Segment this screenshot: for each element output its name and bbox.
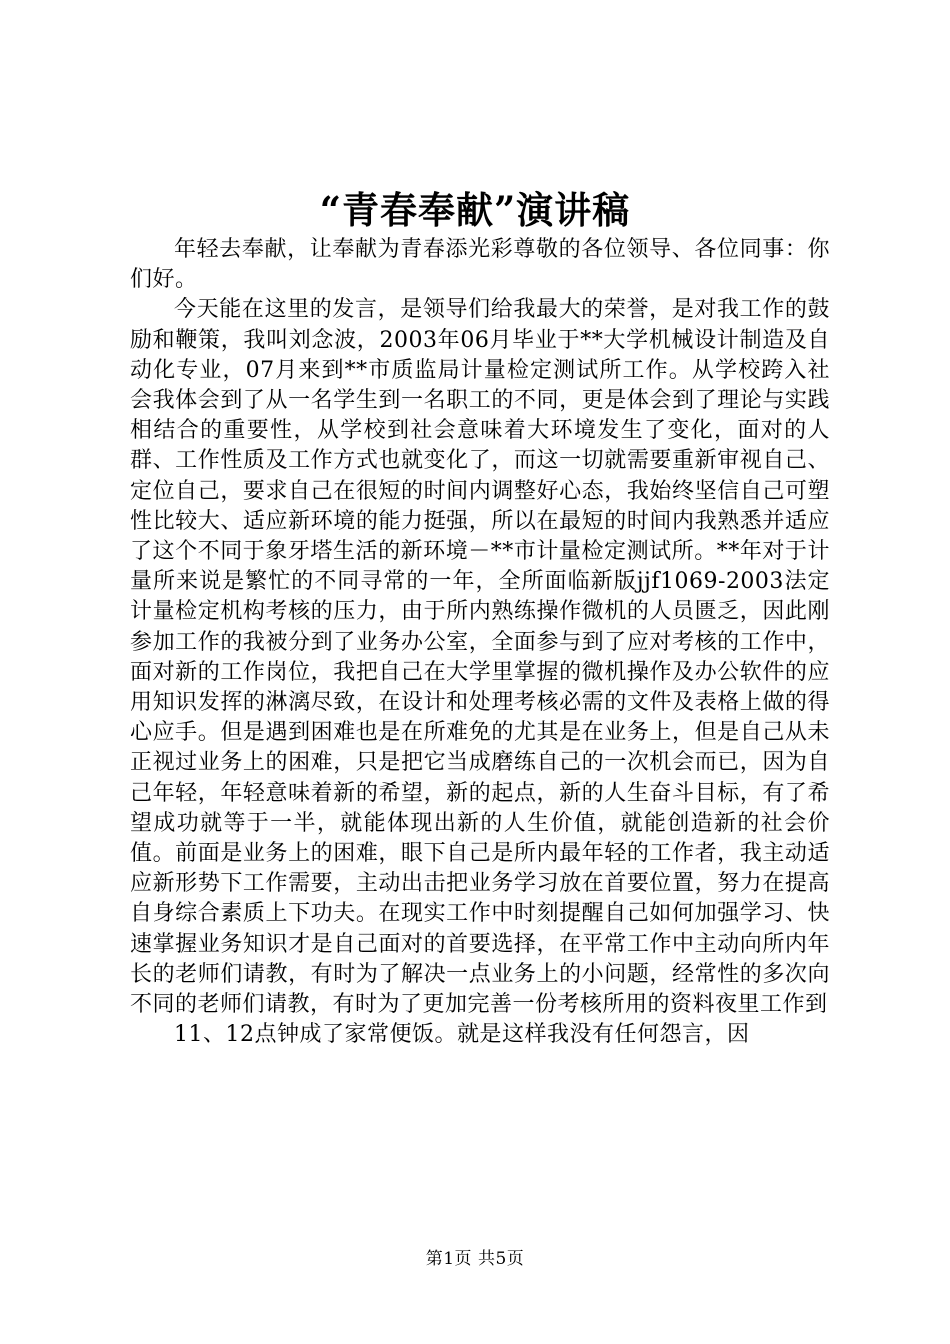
paragraph: 今天能在这里的发言，是领导们给我最大的荣誉，是对我工作的鼓励和鞭策，我叫刘念波，2003年06月毕业于**大学机械设计制造及自动化专业，07月来到**市质监局计量检定测试所工作。从学校跨入社会我体会到了从一名学生到一名职工的不同，更是体会到了理论与实践相结合的重要性，从学校到社会意味着大环境发生了变化，面对的人群、工作性质及工作方式也就变化了，而这一切就需要重新审视自己、定位自己，要求自己在很短的时间内调整好心态，我始终坚信自己可塑性比较大、适应新环境的能力挺强，所以在最短的时间内我熟悉并适应了这个不同于象牙塔生活的新环境－**市计量检定测试所。**年对于计量所来说是繁忙的不同寻常的一年，全所面临新版jjf1069-2003法定计量检定机构考核的压力，由于所内熟练操作微机的人员匮乏，因此刚参加工作的我被分到了业务办公室，全面参与到了应对考核的工作中，面对新的工作岗位，我把自己在大学里掌握的微机操作及办公软件的应用知识发挥的淋漓尽致，在设计和处理考核必需的文件及表格上做的得心应手。但是遇到困难也是在所难免的尤其是在业务上，但是自己从未正视过业务上的困难，只是把它当成磨练自己的一次机会而已，因为自己年轻，年轻意味着新的希望，新的起点，新的人生奋斗目标，有了希望成功就等于一半，就能体现出新的人生价值，就能创造新的社会价值。前面是业务上的困难，眼下自己是所内最年轻的工作者，我主动适应新形势下工作需要，主动出击把业务学习放在首要位置，努力在提高自身综合素质上下功夫。在现实工作中时刻提醒自己如何加强学习、快速掌握业务知识才是自己面对的首要选择，在平常工作中主动向所内年长的老师们请教，有时为了解决一点业务上的小问题，经常性的多次向不同的老师们请教，有时为了更加完善一份考核所用的资料夜里工作到 <box>130 297 831 1018</box>
document-body <box>130 235 830 1050</box>
document-title: “青春奉献”演讲稿 <box>319 188 631 232</box>
page-footer: 第1页 共5页 <box>425 1249 525 1269</box>
paragraph: 年轻去奉献，让奉献为青春添光彩尊敬的各位领导、各位同事：你们好。 <box>130 237 830 293</box>
paragraph: 11、12点钟成了家常便饭。就是这样我没有任何怨言，因 <box>174 1022 750 1048</box>
